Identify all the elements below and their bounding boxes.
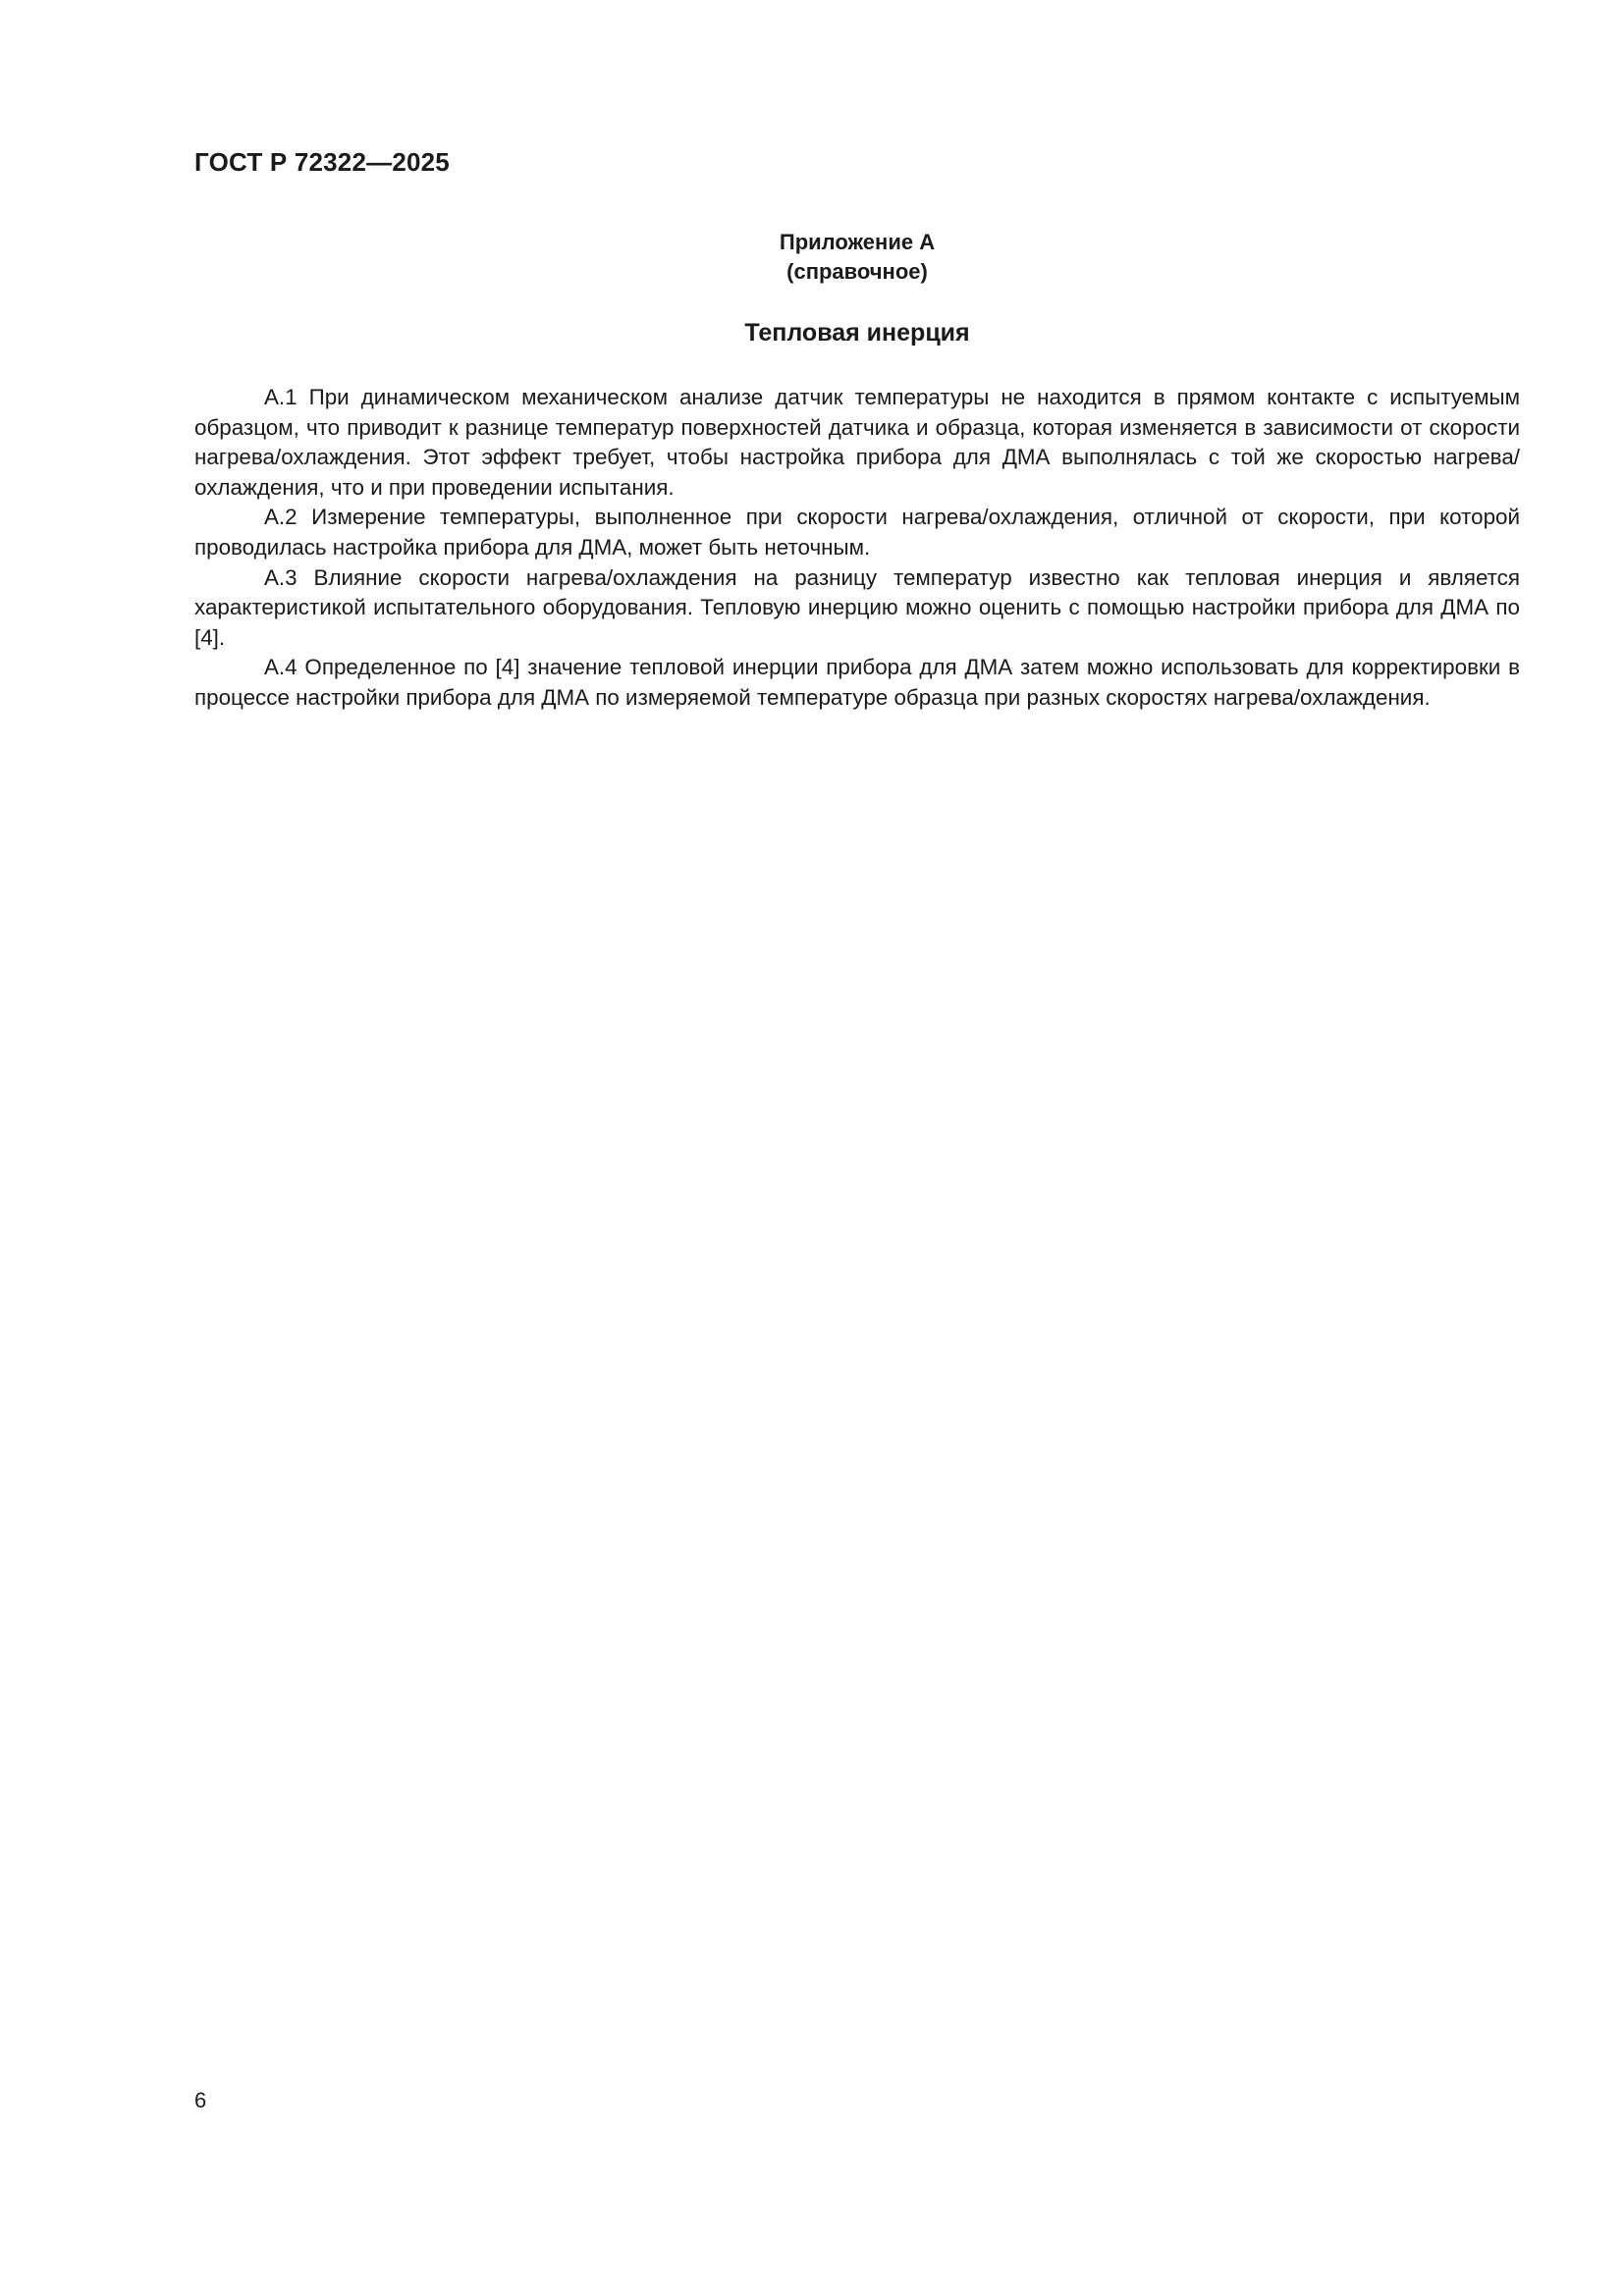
paragraph-a1: А.1 При динамическом механическом анализе датчик температуры не находится в прямом контакте с испытуемым образцом, что приводит к разнице температур поверхностей датчика и образца, которая изменяется в зависимости от скорости нагрева/охлаждения. Этот эффект требует, чтобы настройка прибора для ДМА выполнялась с той же скоростью нагрева/охлаждения, что и при проведении испытания. [194, 385, 1520, 500]
body-text [194, 383, 1520, 714]
paragraph-a3: А.3 Влияние скорости нагрева/охлаждения на разницу температур известно как тепловая инерция и является характеристикой испытательного оборудования. Тепловую инерцию можно оценить с помощью настройки прибора для ДМА по [4]. [194, 564, 1520, 650]
appendix-heading [194, 228, 1520, 287]
page-number: 6 [194, 2088, 207, 2112]
appendix-label: Приложение А [779, 230, 936, 254]
section-title: Тепловая инерция [744, 319, 970, 347]
paragraph-a4: А.4 Определенное по [4] значение тепловой инерции прибора для ДМА затем можно использовать для корректировки в процессе настройки прибора для ДМА по измеряемой температуре образца при разных скоростях нагрева/охлаждения. [194, 655, 1520, 710]
document-code: ГОСТ Р 72322—2025 [194, 147, 450, 177]
appendix-status: (справочное) [786, 259, 928, 284]
paragraph-a2: А.2 Измерение температуры, выполненное при скорости нагрева/охлаждения, отличной от скорости, при которой проводилась настройка прибора для ДМА, может быть неточным. [194, 505, 1520, 560]
